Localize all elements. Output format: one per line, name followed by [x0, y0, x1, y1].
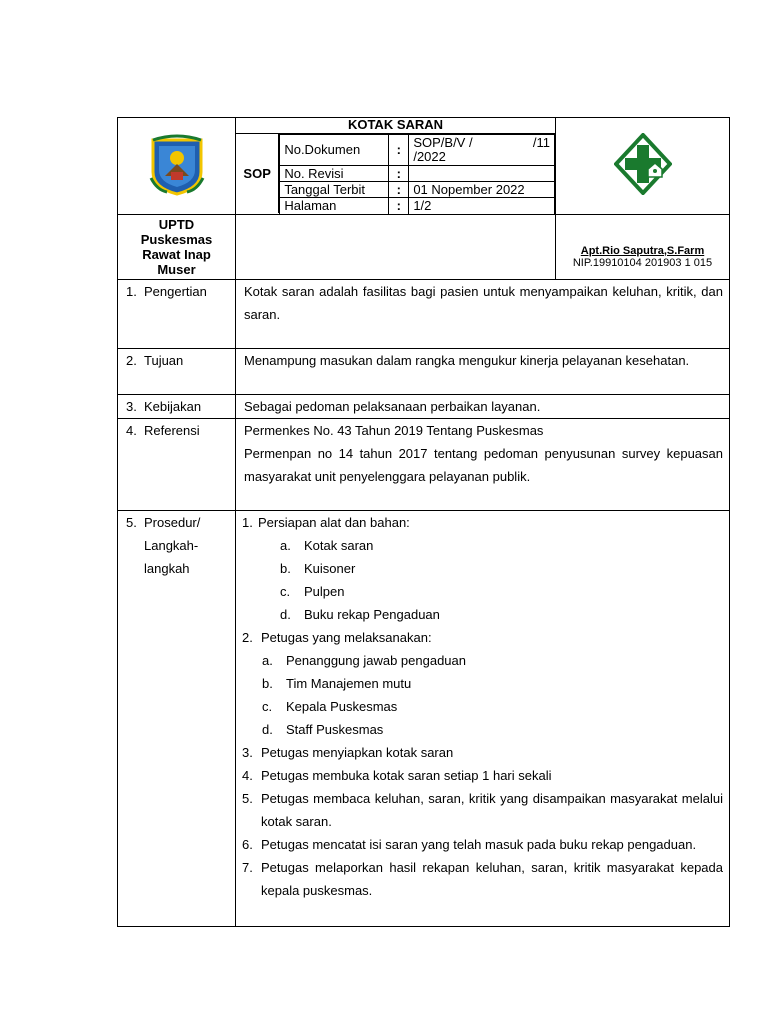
signer-block: [556, 214, 730, 279]
colon: :: [389, 135, 409, 166]
halaman-label: Halaman: [280, 198, 389, 214]
section-prosedur: [118, 510, 730, 926]
no-dokumen-value-part2: /11: [532, 135, 550, 150]
list-marker: c.: [280, 583, 291, 599]
list-item: [242, 580, 723, 603]
sop-body-table: [117, 279, 730, 927]
section-label: [118, 348, 236, 394]
section-label: [118, 510, 236, 926]
list-item: [242, 718, 723, 741]
section-title-line-2: Langkah-: [144, 537, 199, 553]
list-text: Penanggung jawab pengaduan: [286, 652, 467, 668]
org-line-2: Puskesmas: [140, 231, 213, 247]
section-title: Pengertian: [144, 283, 207, 299]
section-number: 4.: [126, 422, 137, 438]
org-line-4: Muser: [157, 261, 196, 277]
step-number: 2.: [242, 629, 253, 645]
step-number: 6.: [242, 836, 253, 852]
step-7: [242, 856, 723, 902]
regional-emblem-icon: [149, 132, 205, 196]
list-text: Staff Puskesmas: [286, 721, 384, 737]
section-label: [118, 279, 236, 348]
sop-header-table: [117, 117, 730, 280]
section-title: Kebijakan: [144, 398, 202, 414]
org-line-3: Rawat Inap: [142, 246, 211, 262]
no-dokumen-value-part3: /2022: [413, 149, 446, 164]
no-revisi-value: [409, 166, 555, 182]
no-dokumen-label: No.Dokumen: [280, 135, 389, 166]
step-number: 5.: [242, 790, 253, 806]
section-kebijakan: [118, 394, 730, 418]
section-label: [118, 394, 236, 418]
step-number: 4.: [242, 767, 253, 783]
colon: :: [389, 198, 409, 214]
section-number: 5.: [126, 514, 137, 530]
section-text: Kotak saran adalah fasilitas bagi pasien untuk menyampaikan keluhan, kritik, dan saran.: [236, 279, 730, 348]
step-number: 1.: [242, 514, 253, 530]
sop-document: [117, 117, 729, 927]
step-number: 3.: [242, 744, 253, 760]
no-dokumen-value: [409, 135, 555, 166]
list-item: [242, 649, 723, 672]
signer-name: Apt.Rio Saputra,S.Farm: [580, 244, 705, 257]
section-number: 1.: [126, 283, 137, 299]
procedure-steps: [236, 510, 730, 926]
section-title: [144, 511, 200, 580]
referensi-line-2: Permenpan no 14 tahun 2017 tentang pedoman penyusunan survey kepuasan masyarakat unit penyelenggara pelayanan publik.: [244, 445, 723, 484]
document-meta: [279, 134, 555, 214]
section-number: 3.: [126, 398, 137, 414]
list-text: Kotak saran: [304, 537, 374, 553]
section-referensi: [118, 418, 730, 510]
list-marker: b.: [262, 675, 273, 691]
list-item: [242, 695, 723, 718]
section-text: Sebagai pedoman pelaksanaan perbaikan layanan.: [236, 394, 730, 418]
section-text: [236, 418, 730, 510]
step-text: Persiapan alat dan bahan:: [258, 514, 410, 530]
document-title: KOTAK SARAN: [236, 118, 555, 134]
step-4: [242, 764, 723, 787]
list-text: Pulpen: [304, 583, 345, 599]
step-3: [242, 741, 723, 764]
section-tujuan: [118, 348, 730, 394]
step-6: [242, 833, 723, 856]
list-text: Buku rekap Pengaduan: [304, 606, 440, 622]
tanggal-terbit-label: Tanggal Terbit: [280, 182, 389, 198]
halaman-value: 1/2: [409, 198, 555, 214]
step-text: Petugas membuka kotak saran setiap 1 hari sekali: [261, 767, 552, 783]
list-marker: b.: [280, 560, 291, 576]
tanggal-terbit-value: 01 Nopember 2022: [409, 182, 555, 198]
blank-cell: [236, 214, 556, 279]
section-title-line-3: langkah: [144, 560, 190, 576]
puskesmas-logo-cell: [556, 118, 730, 215]
list-marker: a.: [262, 652, 273, 668]
step-text: Petugas melaporkan hasil rekapan keluhan, saran, kritik masyarakat kepada kepala puskesmas.: [261, 859, 723, 898]
org-line-1: UPTD: [158, 216, 195, 232]
list-item: [242, 534, 723, 557]
list-item: [242, 603, 723, 626]
step-2: [242, 626, 723, 649]
list-marker: d.: [262, 721, 273, 737]
signer-nip: NIP.19910104 201903 1 015: [572, 256, 713, 269]
title-block: [236, 118, 556, 215]
section-title-line-1: Prosedur/: [144, 514, 201, 530]
no-revisi-label: No. Revisi: [280, 166, 389, 182]
list-text: Tim Manajemen mutu: [286, 675, 412, 691]
list-marker: d.: [280, 606, 291, 622]
step-text: Petugas mencatat isi saran yang telah masuk pada buku rekap pengaduan.: [261, 836, 697, 852]
step-number: 7.: [242, 859, 253, 875]
list-item: [242, 557, 723, 580]
colon: :: [389, 166, 409, 182]
list-item: [242, 672, 723, 695]
regional-emblem-cell: [118, 118, 236, 215]
no-dokumen-value-part1: SOP/B/V /: [413, 135, 473, 150]
referensi-line-1: Permenkes No. 43 Tahun 2019 Tentang Puskesmas: [244, 422, 544, 438]
section-label: [118, 418, 236, 510]
sop-label: SOP: [236, 134, 279, 213]
step-5: [242, 787, 723, 833]
section-text: Menampung masukan dalam rangka mengukur kinerja pelayanan kesehatan.: [236, 348, 730, 394]
organization-name: [118, 214, 236, 279]
section-number: 2.: [126, 352, 137, 368]
puskesmas-logo-icon: [614, 133, 672, 195]
step-text: Petugas membaca keluhan, saran, kritik yang disampaikan masyarakat melalui kotak saran.: [261, 790, 723, 829]
list-marker: c.: [262, 698, 273, 714]
section-title: Tujuan: [144, 352, 184, 368]
step-text: Petugas menyiapkan kotak saran: [261, 744, 454, 760]
section-pengertian: [118, 279, 730, 348]
section-title: Referensi: [144, 422, 200, 438]
list-text: Kepala Puskesmas: [286, 698, 398, 714]
list-marker: a.: [280, 537, 291, 553]
step-text: Petugas yang melaksanakan:: [261, 629, 432, 645]
colon: :: [389, 182, 409, 198]
list-text: Kuisoner: [304, 560, 356, 576]
step-1: [242, 511, 723, 534]
